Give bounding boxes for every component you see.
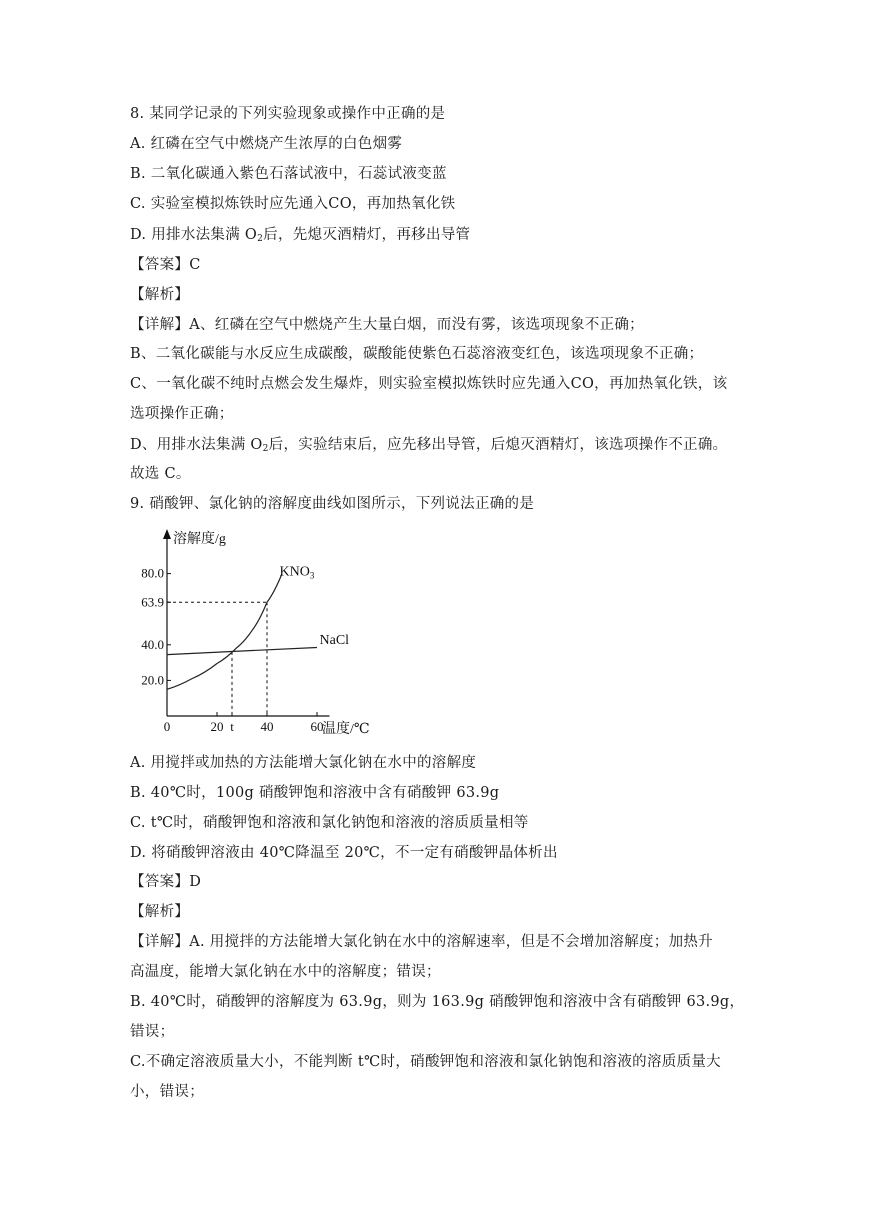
y-axis-arrow — [163, 529, 171, 539]
q8-option-a: A. 红磷在空气中燃烧产生浓厚的白色烟雾 — [130, 136, 403, 152]
q8-answer: 【答案】C — [130, 257, 201, 273]
chart-guides — [167, 602, 267, 716]
q8-detail-d-post: 后，实验结束后，应先移出导管，后熄灭酒精灯，该选项操作不正确。 — [268, 437, 728, 453]
q8-detail-c-line1: C、一氧化碳不纯时点燃会发生爆炸，则实验室模拟炼铁时应先通入CO，再加热氧化铁，该 — [130, 376, 728, 392]
chart-axes — [163, 529, 330, 716]
q9-detail-a-line2: 高温度，能增大氯化钠在水中的溶解度；错误； — [130, 964, 441, 980]
q9-analysis-heading: 【解析】 — [130, 904, 190, 920]
kno3-label-sub: 3 — [309, 570, 315, 581]
x-tick-label: 0 — [163, 719, 171, 734]
x-tick-label: t — [230, 719, 234, 734]
q8-option-d-pre: D. 用排水法集满 O — [130, 227, 258, 243]
q9-option-d: D. 将硝酸钾溶液由 40℃降温至 20℃，不一定有硝酸钾晶体析出 — [130, 845, 558, 861]
kno3-curve — [167, 574, 282, 690]
solubility-chart — [141, 527, 400, 743]
q8-option-d-post: 后，先熄灭酒精灯，再移出导管 — [263, 227, 471, 243]
q9-detail-b-line2: 错误； — [130, 1024, 175, 1040]
q9-answer: 【答案】D — [130, 874, 202, 890]
x-tick-label: 20 — [210, 719, 224, 734]
kno3-label: $KNO_3$ — [279, 564, 315, 581]
q9-detail-a-line1: 【详解】A. 用搅拌的方法能增大氯化钠在水中的溶解速率，但是不会增加溶解度；加热升 — [130, 934, 713, 950]
nacl-line — [167, 647, 317, 654]
q9-detail-c-line1: C.不确定溶液质量大小，不能判断 t℃时，硝酸钾饱和溶液和氯化钠饱和溶液的溶质质量大 — [130, 1054, 721, 1070]
q8-detail-a: 【详解】A、红磷在空气中燃烧产生大量白烟，而没有雾，该选项现象不正确； — [130, 317, 644, 333]
chart-labels — [173, 530, 370, 737]
y-axis-label: 溶解度/g — [173, 532, 226, 547]
x-axis-label: 温度/℃ — [322, 722, 370, 737]
q8-detail-b: B、二氧化碳能与水反应生成碳酸，碳酸能使紫色石蕊溶液变红色，该选项现象不正确； — [130, 346, 704, 362]
y-tick-label: 63.9 — [141, 594, 164, 610]
q9-option-c: C. t℃时，硝酸钾饱和溶液和氯化钠饱和溶液的溶质质量相等 — [130, 815, 529, 831]
q8-option-d — [130, 224, 470, 250]
q8-option-b: B. 二氧化碳通入紫色石落试液中，石蕊试液变蓝 — [130, 166, 447, 182]
q8-detail-c-line2: 选项操作正确； — [130, 406, 234, 422]
x-tick-label: 40 — [260, 719, 274, 734]
q8-stem: 8. 某同学记录的下列实验现象或操作中正确的是 — [130, 106, 446, 122]
q8-detail-d-pre: D、用排水法集满 O — [130, 437, 263, 453]
q8-detail-d-sub: 2 — [262, 444, 269, 454]
y-tick-label: 80.0 — [141, 565, 164, 581]
chart-series — [167, 574, 317, 690]
q8-conclusion: 故选 C。 — [130, 466, 191, 482]
q9-stem: 9. 硝酸钾、氯化钠的溶解度曲线如图所示，下列说法正确的是 — [130, 496, 535, 512]
q9-option-a: A. 用搅拌或加热的方法能增大氯化钠在水中的溶解度 — [130, 755, 477, 771]
y-tick-label: 20.0 — [141, 672, 164, 688]
q8-detail-d — [130, 434, 727, 460]
q9-option-b: B. 40℃时，100g 硝酸钾饱和溶液中含有硝酸钾 63.9g — [130, 785, 500, 801]
q9-detail-b-line1: B. 40℃时，硝酸钾的溶解度为 63.9g，则为 163.9g 硝酸钾饱和溶液中含有硝酸钾 63.9g， — [130, 994, 745, 1010]
nacl-label: NaCl — [319, 632, 350, 648]
y-tick-label: 40.0 — [141, 636, 164, 652]
x-tick-label: 60 — [310, 719, 324, 734]
q8-analysis-heading: 【解析】 — [130, 287, 190, 303]
q9-detail-c-line2: 小，错误； — [130, 1084, 204, 1100]
q8-option-c: C. 实验室模拟炼铁时应先通入CO，再加热氧化铁 — [130, 196, 456, 212]
q8-option-d-sub: 2 — [257, 234, 264, 244]
